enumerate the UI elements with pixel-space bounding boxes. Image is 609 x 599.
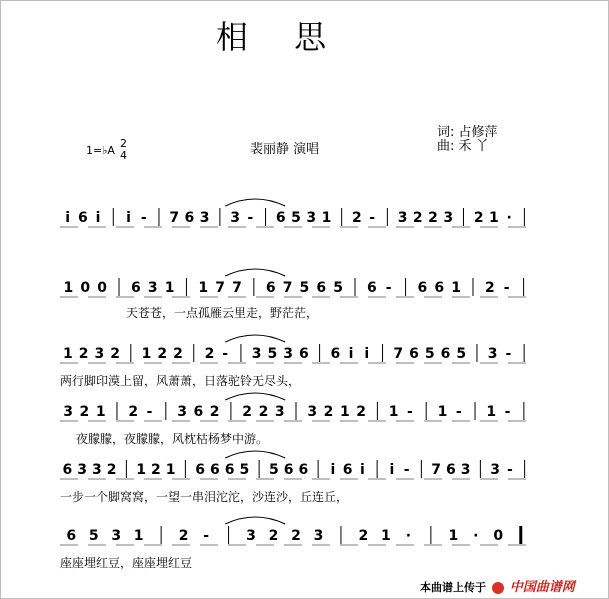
note: 2 <box>291 528 301 544</box>
note: 6 <box>316 280 327 296</box>
note: 6 <box>184 210 195 226</box>
note: i <box>330 462 336 478</box>
note: 3 <box>306 210 317 226</box>
note: - <box>506 462 513 478</box>
note: 3 <box>443 210 454 226</box>
note: i <box>65 210 71 226</box>
note: 5 <box>333 280 344 296</box>
note: 3 <box>246 528 256 544</box>
note: 3 <box>77 462 87 478</box>
note: 5 <box>267 346 278 362</box>
note: 3 <box>397 210 408 226</box>
note: 7 <box>431 462 441 478</box>
note: 7 <box>215 280 226 296</box>
note: 6 <box>62 462 73 478</box>
key-signature: 1=♭A <box>86 144 115 157</box>
note: 2 <box>178 528 189 544</box>
slur <box>225 393 285 400</box>
note: - <box>403 462 410 478</box>
note: 2 <box>209 404 220 420</box>
note: - <box>455 404 462 420</box>
note: 1 <box>198 280 209 296</box>
note: 6 <box>330 346 341 362</box>
note: 3 <box>92 462 102 478</box>
note: 6 <box>210 462 220 478</box>
note: 2 <box>106 462 117 478</box>
note: 2 <box>268 528 279 544</box>
note: - <box>503 280 510 296</box>
note: i <box>126 210 131 226</box>
note: 6 <box>417 280 428 296</box>
note: 7 <box>169 210 180 226</box>
note: 6 <box>130 280 141 296</box>
composer-credit: 曲: 禾 丫 <box>437 139 489 154</box>
note: 2 <box>242 404 253 420</box>
note: 1 <box>339 404 350 420</box>
note: 2 <box>428 210 438 226</box>
note: i <box>348 346 354 362</box>
lyric-line-5: 座座埋红豆，座座埋红豆 <box>60 556 193 570</box>
note: 1 <box>437 404 448 420</box>
note: 1 <box>388 404 399 420</box>
note: 6 <box>366 280 377 296</box>
lyric-line-1: 天苍苍，一点孤雁云里走，野茫茫， <box>126 306 319 320</box>
note: - <box>504 404 511 420</box>
note: 6 <box>298 346 309 362</box>
note: - <box>203 528 210 544</box>
note: 3 <box>147 280 158 296</box>
slur <box>225 269 285 276</box>
note: 6 <box>298 462 309 478</box>
lyric-line-3: 夜朦朦，夜朦朦，风枕枯杨梦中游。 <box>76 432 269 446</box>
note: 2 <box>356 404 366 420</box>
slur <box>225 517 285 524</box>
note: 1 <box>486 404 497 420</box>
note: 5 <box>424 346 435 362</box>
note: 2 <box>128 404 139 420</box>
note: 2 <box>157 346 168 362</box>
note: 3 <box>307 404 318 420</box>
note: 6 <box>275 210 286 226</box>
note: · <box>405 528 412 544</box>
note: - <box>146 404 153 420</box>
note: 2 <box>352 210 362 226</box>
note: 6 <box>446 462 456 478</box>
note: 6 <box>265 280 276 296</box>
note: 1 <box>62 346 73 362</box>
note: 1 <box>141 346 152 362</box>
footer <box>420 576 575 595</box>
note: 7 <box>282 280 293 296</box>
note: 2 <box>358 528 369 544</box>
note: - <box>385 280 392 296</box>
note: 1 <box>63 280 74 296</box>
note: 1 <box>321 210 332 226</box>
note: - <box>222 346 229 362</box>
note: 5 <box>239 462 250 478</box>
lyric-line-2: 两行脚印漠上留，风萧萧，日落驼铃无尽头， <box>60 374 301 388</box>
note: 3 <box>199 210 210 226</box>
note: 7 <box>232 280 242 296</box>
note: 3 <box>460 462 471 478</box>
note: 2 <box>78 346 89 362</box>
note: 2 <box>412 210 423 226</box>
note: 6 <box>434 280 445 296</box>
note: 2 <box>79 404 90 420</box>
note: - <box>369 210 376 226</box>
note: 6 <box>77 210 88 226</box>
song-title: 相 思 <box>215 18 345 56</box>
note: 5 <box>456 346 467 362</box>
note: 3 <box>230 210 240 226</box>
note: i <box>359 462 365 478</box>
note: 2 <box>484 280 495 296</box>
slur <box>225 199 285 206</box>
note: 1 <box>451 280 462 296</box>
note: - <box>247 210 254 226</box>
note: 3 <box>283 346 294 362</box>
note: - <box>407 404 413 420</box>
note: 3 <box>94 346 105 362</box>
note: 1 <box>165 462 176 478</box>
note: 6 <box>342 462 353 478</box>
note: 2 <box>110 346 120 362</box>
note: 1 <box>489 210 499 226</box>
note: 5 <box>88 528 99 544</box>
note: 2 <box>473 210 484 226</box>
slur <box>225 335 285 342</box>
note: 5 <box>269 462 279 478</box>
note: 2 <box>204 346 215 362</box>
note: i <box>364 346 370 362</box>
site-logo-icon <box>492 582 504 594</box>
note: 2 <box>151 462 161 478</box>
note: 3 <box>274 404 285 420</box>
slur <box>225 451 285 458</box>
note: 2 <box>323 404 334 420</box>
note: 7 <box>393 346 404 362</box>
note: · <box>473 528 479 544</box>
note: 3 <box>490 462 500 478</box>
note: - <box>140 210 147 226</box>
note: 6 <box>409 346 419 362</box>
note: 6 <box>195 462 205 478</box>
note: 0 <box>80 280 91 296</box>
note: 3 <box>251 346 262 362</box>
note: · <box>506 210 512 226</box>
note: 1 <box>381 528 391 544</box>
note: 6 <box>440 346 451 362</box>
note: 3 <box>487 346 498 362</box>
note: 3 <box>177 404 187 420</box>
note: 1 <box>136 462 146 478</box>
note: 6 <box>193 404 204 420</box>
note: 1 <box>164 280 175 296</box>
singer-credit: 裴丽静 演唱 <box>250 142 320 157</box>
note: 1 <box>448 528 459 544</box>
footer-site: 中国曲谱网 <box>509 580 575 595</box>
time-bottom: 4 <box>120 149 127 162</box>
note: 0 <box>493 528 504 544</box>
note: 3 <box>111 528 122 544</box>
note: 0 <box>97 280 108 296</box>
note: - <box>505 346 512 362</box>
note: 3 <box>63 404 74 420</box>
lyric-line-4: 一步一个脚窝窝，一望一串泪沱沱，沙连沙，丘连丘， <box>60 490 349 504</box>
note: 1 <box>95 404 106 420</box>
time-top: 2 <box>120 137 127 150</box>
note: 1 <box>133 528 144 544</box>
note: i <box>389 462 395 478</box>
note: 2 <box>173 346 183 362</box>
footer-prefix: 本曲谱上传于 <box>420 581 486 594</box>
note: 5 <box>291 210 301 226</box>
note: 6 <box>224 462 235 478</box>
note: 6 <box>66 528 77 544</box>
note: 6 <box>283 462 294 478</box>
note: 3 <box>313 528 324 544</box>
lyricist-credit: 词: 占修萍 <box>437 125 498 140</box>
note: i <box>95 210 101 226</box>
note: 2 <box>258 404 269 420</box>
note: 5 <box>299 280 310 296</box>
